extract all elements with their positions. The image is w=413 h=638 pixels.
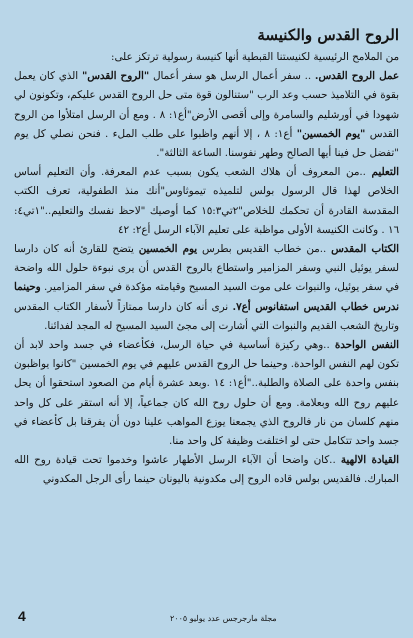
bold-text: "يوم الخمسين" xyxy=(296,127,366,140)
body-text: من الملامح الرئيسية لكنيستنا القبطية أنها كنيسة رسولية ترتكز على: xyxy=(110,51,399,63)
paragraph xyxy=(14,451,399,489)
body-text: يتضح للقارئ أنه كان دارسا لسفر يوئيل النبي وسفر المزامير واستطاع بالروح القدس أن يرى نبوءة حلول الله واضحة في سفر يوئيل، والنبوات على موت السيد المسيح وقيامته مؤكدة في سفر المزامير. xyxy=(14,243,399,294)
bold-text: يوم الخمسين xyxy=(138,243,198,256)
body-text: أع١: ٨ ، إلا أنهم واظبوا على طلب الملء . فنحن نصلي كل يوم "تفضل حل فينا أيها الصالح وطهر نفوسنا. الساعة الثالثة". xyxy=(14,127,399,160)
bold-text: القيادة الالهية xyxy=(340,454,399,467)
body-text: نرى أنه كان دارسا ممتازاً لأسفار الكتاب المقدس وتاريخ الشعب القديم والنبوات التي أشارت إلى مجئ السيد المسيح له المجد لفدائنا. xyxy=(14,300,399,332)
bold-text: وحينما ندرس خطاب القديس استفانوس أع٧. xyxy=(14,281,399,313)
bold-text: "الروح القدس" xyxy=(81,70,150,83)
bold-text: الكتاب المقدس xyxy=(331,243,400,256)
bold-text: التعليم xyxy=(371,166,399,179)
publication-credit: مجلة مارجرجس عدد يوليو ٢٠٠٥ xyxy=(170,614,277,623)
bold-text: النفس الواحدة xyxy=(334,339,400,352)
paragraph xyxy=(14,67,399,163)
bold-text: عمل الروح القدس. xyxy=(314,70,399,83)
body-text: .. سفر أعمال الرسل هو سفر أعمال xyxy=(152,70,312,83)
page-number: 4 xyxy=(18,608,26,624)
article xyxy=(14,24,399,490)
body-text: الذي كان يعمل بقوة في التلاميذ حسب وعد الرب "ستنالون قوة متى حل الروح القدس عليكم، وتكونون لي شهودا في أورشليم والسامرة وإلى أقصى الأرض"أع١: ٨ . ومع أن الرسل امتلأوا من الروح القدس xyxy=(14,70,400,140)
body-text: ..وهي ركيزة أساسية في حياة الرسل، فكأعضاء في جسد واحد لابد أن تكون لهم النفس الواحدة. وحينما حل الروح القدس عليهم في يوم الخمسين "كانوا يواظبون بنفس واحدة على الصلاة والطلبة.."أع١: ١٤ .وبعد عشرة أيام من الصعود استحقوا أن يحل عليهم روح الله وبعلامة. ومع أن حلول روح الله كان جماعياً، إلا أنه استقر على كل واحد منهم كلسان من نار فالروح الذي يجمعنا يوزع المواهب علينا دون أن يفرقنا بل كأعضاء في جسد واحد تتكامل حتى لو اختلفت وظيفة كل واحد منا. xyxy=(14,339,399,448)
paragraph xyxy=(14,48,399,67)
article-body xyxy=(14,48,399,490)
body-text: ..من المعروف أن هلاك الشعب يكون بسبب عدم المعرفة. وأن التعليم أساس الخلاص لهذا قال الرسول بولس لتلميذه تيموثاوس"أنك منذ الطفولية، تعرف الكتب المقدسة القادرة أن تحكمك للخلاص"٢تي١٥:٣ كما أوصيك "لاحظ نفسك والتعليم.."١تي٤: ١٦ . وكانت الكنيسة الأولى مواظبة على تعليم الآباء الرسل أع٢: ٤٢ xyxy=(14,166,399,236)
body-text: ..كان واضحا أن الآباء الرسل الأطهار عاشوا وخدموا تحت قيادة روح الله المبارك. فالقديس بولس قاده الروح إلى مكدونية باليونان حينما رأى الرجل المكدوني xyxy=(14,454,399,486)
paragraph xyxy=(14,163,399,240)
page-footer xyxy=(0,606,413,624)
article-title: الروح القدس والكنيسة xyxy=(257,26,399,44)
paragraph xyxy=(14,240,399,336)
body-text: ..من خطاب القديس بطرس xyxy=(197,243,327,256)
paragraph xyxy=(14,336,399,451)
